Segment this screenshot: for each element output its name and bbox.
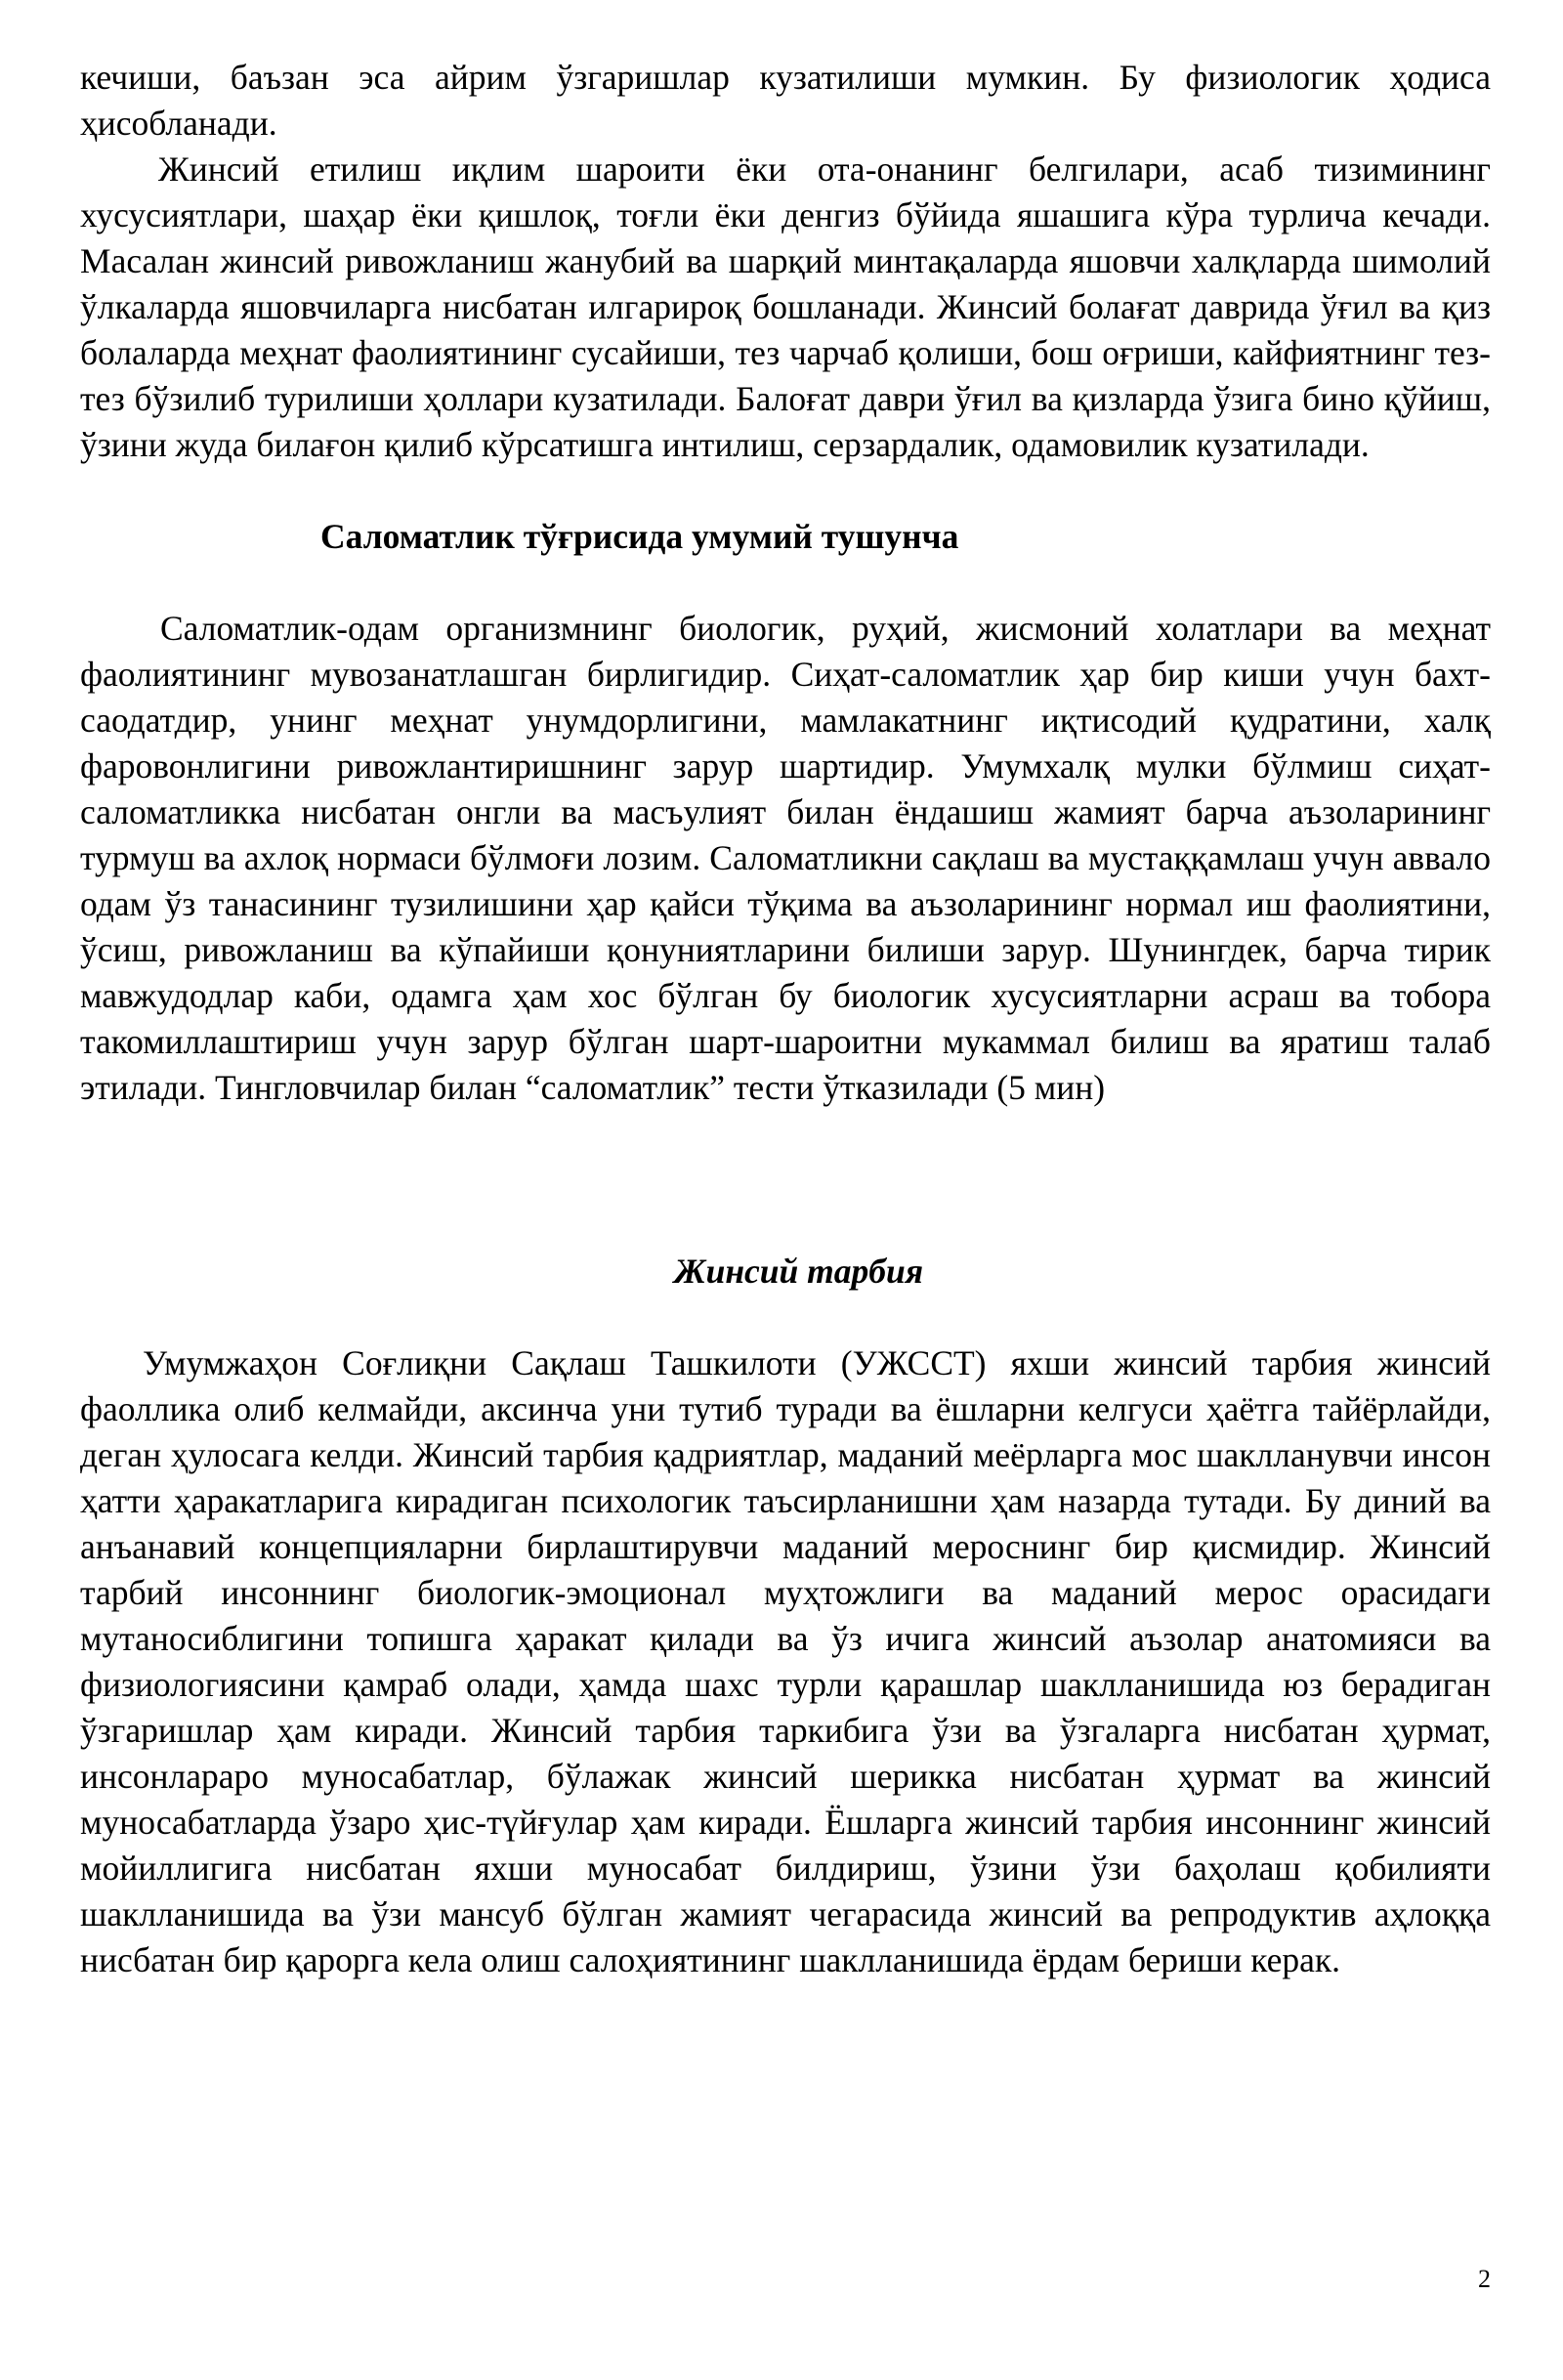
paragraph-puberty: Жинсий етилиш иқлим шароити ёки ота-онанинг белгилари, асаб тизимининг хусусиятлари, шаҳар ёки қишлоқ, тоғли ёки денгиз бўйида яшашига кўра турлича кечади. Масалан жинсий ривожланиш жанубий ва шарқий минтақаларда яшовчи халқларда шимолий ўлкаларда яшовчиларга нисбатан илгарироқ бошланади. Жинсий болағат даврида ўғил ва қиз болаларда меҳнат фаолиятининг сусайиши, тез чарчаб қолиши, бош оғриши, кайфиятнинг тез-тез бўзилиб турилиши ҳоллари кузатилади. Балоғат даври ўғил ва қизларда ўзига бино қўйиш, ўзини жуда билағон қилиб кўрсатишга интилиш, серзардалик, одамовилик кузатилади. (80, 149, 1491, 464)
paragraph-sex-education: Умумжаҳон Соғлиқни Сақлаш Ташкилоти (УЖССТ) яхши жинсий тарбия жинсий фаолликa олиб келмайди, аксинча уни тутиб туради ва ёшларни келгуси ҳаётга тайёрлайди, деган ҳулосага келди. Жинсий тарбия қадриятлар, маданий меёрларга мос шаклланувчи инсон ҳатти ҳаракатларига кирадиган психологик таъсирланишни ҳам назарда тутади. Бу диний ва анъанавий концепцияларни бирлаштирувчи маданий мероснинг бир қисмидир. Жинсий тарбий инсоннинг биологик-эмоционал муҳтожлиги ва маданий мерос орасидаги мутаносиблигини топишга ҳаракат қилади ва ўз ичига жинсий аъзолар анатомияси ва физиологиясини қамраб олади, ҳамда шахс турли қарашлар шаклланишида юз берадиган ўзгаришлар ҳам киради. Жинсий тарбия таркибига ўзи ва ўзгаларга нисбатан ҳурмат, инсонлараро муносабатлар, бўлажак жинсий шерикка нисбатан ҳурмат ва жинсий муносабатларда ўзаро ҳис-түйғулар ҳам киради. Ёшларга жинсий тарбия инсоннинг жинсий мойиллигига нисбатан яхши муносабат билдириш, ўзини ўзи баҳолаш қобилияти шаклланишида ва ўзи мансуб бўлган жамият чегарасида жинсий ва репродуктив аҳлоққа нисбатан бир қарорга кела олиш салоҳиятининг шаклланишида ёрдам бериши керак. (80, 1343, 1491, 1979)
document-page (80, 55, 1491, 1983)
paragraph-continuation: кечиши, баъзан эса айрим ўзгаришлар кузатилиши мумкин. Бу физиологик ҳодиса ҳисобланади. (80, 58, 1491, 143)
heading-health-concept: Саломатлик тўғрисида умумий тушунча (320, 517, 959, 556)
page-number: 2 (1478, 2265, 1491, 2293)
paragraph-health: Саломатлик-одам организмнинг биологик, руҳий, жисмоний холатлари ва меҳнат фаолиятининг мувозанатлашган бирлигидир. Сиҳат-саломатлик ҳар бир киши учун бахт-саодатдир, унинг меҳнат унумдорлигини, мамлакатнинг иқтисодий қудратини, халқ фаровонлигини ривожлантиришнинг зарур шартидир. Умумхалқ мулки бўлмиш сиҳат-саломатликка нисбатан онгли ва масъулият билан ёндашиш жамият барча аъзоларининг турмуш ва ахлоқ нормаси бўлмоғи лозим. Саломатликни сақлаш ва мустаққамлаш учун аввало одам ўз танасининг тузилишини ҳар қайси тўқима ва аъзоларининг нормал иш фаолиятини, ўсиш, ривожланиш ва кўпайиши қонуниятларини билиши зарур. Шунингдек, барча тирик мавжудодлар каби, одамга ҳам хос бўлган бу биологик хусусиятларни асраш ва тобора такомиллаштириш учун зарур бўлган шарт-шароитни мукаммал билиш ва яратиш талаб этилади. Тингловчилар билан “саломатлик” тести ўтказилади (5 мин) (80, 609, 1491, 1107)
heading-sex-education (80, 1249, 1491, 1295)
heading-sex-education-text: Жинсий тарбия (674, 1252, 924, 1291)
